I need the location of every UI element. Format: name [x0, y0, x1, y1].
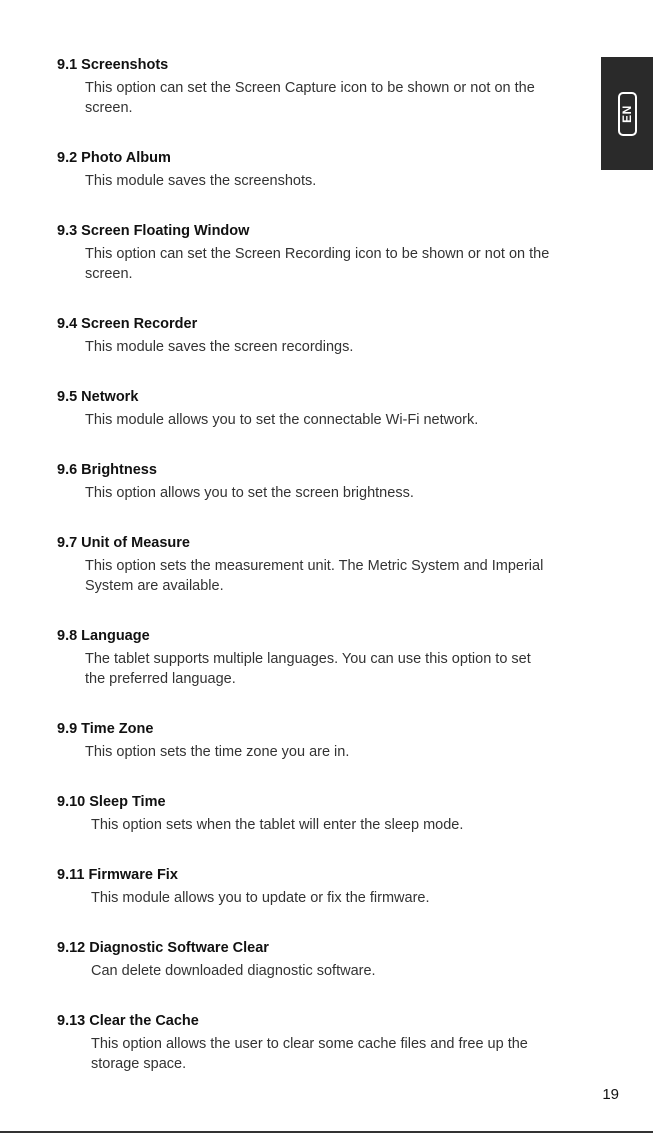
section-body [85, 649, 602, 689]
section-body [91, 815, 602, 835]
language-label: EN [620, 104, 635, 123]
section-photo-album [57, 148, 602, 191]
page-number: 19 [602, 1086, 619, 1103]
body-line: The tablet supports multiple languages. You can use this option to set [85, 651, 531, 667]
section-title: 9.7 Unit of Measure [57, 535, 190, 551]
section-body [85, 483, 602, 503]
section-firmware-fix [57, 865, 602, 908]
document-content [57, 55, 602, 1074]
language-tab [601, 57, 653, 170]
section-body [91, 1034, 602, 1074]
body-line: This option allows you to set the screen brightness. [85, 485, 414, 501]
body-line: This option can set the Screen Capture icon to be shown or not on the [85, 80, 535, 96]
section-body [85, 556, 602, 596]
section-screenshots [57, 55, 602, 118]
section-title: 9.2 Photo Album [57, 150, 171, 166]
section-title: 9.4 Screen Recorder [57, 316, 198, 332]
section-body [91, 961, 602, 981]
section-screen-recorder [57, 314, 602, 357]
body-line: This option allows the user to clear some cache files and free up the [91, 1036, 528, 1052]
bottom-divider [0, 1131, 653, 1133]
section-title: 9.3 Screen Floating Window [57, 223, 250, 239]
body-line: This module saves the screenshots. [85, 173, 317, 189]
section-body [85, 171, 602, 191]
body-line: storage space. [91, 1056, 187, 1072]
section-time-zone [57, 719, 602, 762]
section-network [57, 387, 602, 430]
section-body [91, 888, 602, 908]
section-body [85, 244, 602, 284]
body-line: This module allows you to set the connectable Wi-Fi network. [85, 412, 479, 428]
body-line: System are available. [85, 578, 224, 594]
section-title: 9.10 Sleep Time [57, 794, 166, 810]
section-diagnostic-software-clear [57, 938, 602, 981]
section-title: 9.6 Brightness [57, 462, 157, 478]
body-line: the preferred language. [85, 671, 236, 687]
body-line: This module allows you to update or fix the firmware. [91, 890, 430, 906]
body-line: Can delete downloaded diagnostic software. [91, 963, 376, 979]
body-line: This option sets when the tablet will enter the sleep mode. [91, 817, 464, 833]
body-line: screen. [85, 266, 133, 282]
section-title: 9.13 Clear the Cache [57, 1013, 199, 1029]
body-line: This option sets the time zone you are in. [85, 744, 350, 760]
section-clear-the-cache [57, 1011, 602, 1074]
body-line: This option can set the Screen Recording icon to be shown or not on the [85, 246, 550, 262]
section-title: 9.9 Time Zone [57, 721, 154, 737]
section-title: 9.11 Firmware Fix [57, 867, 178, 883]
section-unit-of-measure [57, 533, 602, 596]
section-body [85, 78, 602, 118]
section-sleep-time [57, 792, 602, 835]
section-title: 9.1 Screenshots [57, 57, 169, 73]
section-body [85, 337, 602, 357]
section-brightness [57, 460, 602, 503]
body-line: This module saves the screen recordings. [85, 339, 354, 355]
section-title: 9.12 Diagnostic Software Clear [57, 940, 269, 956]
language-badge [618, 92, 637, 136]
body-line: This option sets the measurement unit. The Metric System and Imperial [85, 558, 544, 574]
section-body [85, 410, 602, 430]
body-line: screen. [85, 100, 133, 116]
section-language [57, 626, 602, 689]
section-screen-floating-window [57, 221, 602, 284]
section-title: 9.5 Network [57, 389, 139, 405]
section-body [85, 742, 602, 762]
section-title: 9.8 Language [57, 628, 150, 644]
